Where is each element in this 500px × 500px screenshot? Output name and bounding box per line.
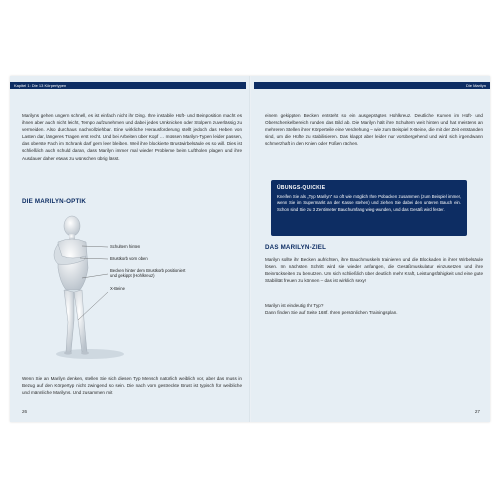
goal-paragraph: Marilyn sollte ihr Becken aufrichten, ihre Bauchmuskeln trainieren und die Blockaden in ihrer Wirbelsäule lösen. Im nächsten Schritt wird sie wieder anfangen, die Gesäßmuskulatur einzusetzen und ihre Beinrückseiten zu benutzen. Um sich schließlich über deutlich mehr Kraft, Leistungsfähigkeit und eine gute Stabilität freuen zu können – das ist wirklich sexy! <box>265 257 483 284</box>
left-page <box>10 76 249 422</box>
running-head-right: Die Marilyn <box>254 82 490 89</box>
tip-box-text: Kneifen Sie als „Typ Marilyn“ so oft wie möglich Ihre Pobacken zusammen (zum Beispiel immer, wenn Sie im Supermarkt an der Kasse stehen) und ziehen Sie dabei den unteren Bauch ein. Schon sind Sie zu 3 Zentimeter Bauchumfang wieg·wunden, und das Gesäß wird fester. <box>277 194 461 212</box>
figure-label-shoulders: Schultern hinten <box>110 244 141 249</box>
exercise-tip-box <box>271 180 467 236</box>
training-plan-reference: Dann finden Sie auf Seite 168f. Ihren persönlichen Trainingsplan. <box>265 310 398 315</box>
type-question: Marilyn ist eindeutig Ihr Typ? <box>265 303 324 308</box>
tip-box-title: ÜBUNGS-QUICKIE <box>277 185 326 191</box>
running-head-left: Kapitel 1: Die 13 Körpertypen <box>10 82 246 89</box>
page-number-right: 27 <box>474 409 480 414</box>
figure-label-pelvis: Becken hinter dem Brustkorb positioniert und gekippt (Hohlkreuz) <box>110 268 186 278</box>
left-section-heading: DIE MARILYN-OPTIK <box>22 198 87 205</box>
left-intro-paragraph: Marilyns gehen ungern schnell, es ist einfach nicht ihr Ding. Ihre instabile Hüft- und Beinposition macht es ihnen aber auch nicht leicht, Tempo aufzunehmen und dabei jedes Umknicken oder Stolpern zuverlässig zu vermeiden. Also durchaus nachvollziehbar. Eine wirkliche Herausforderung stellt jedoch das Heben von Lasten dar, längeres Tragen erst recht. Und bei Arbeiten über Kopf … müssen Marilyn-Typen leider passen, das oberste Fach im Schrank darf gern leer bleiben. Weil ihre blockierte Brustwirbelsäule es so will. Dies ist schließlich auch schuld daran, dass Marilyn immer mal wieder Probleme beim Luftholen plagen und ihre Ausdauer daher etwas zu wünschen übrig lässt. <box>22 113 242 161</box>
figure-label-legs: X-Beine <box>110 286 125 291</box>
figure-label-chest: Brustkorb vorn oben <box>110 256 148 261</box>
book-spread <box>10 76 490 422</box>
body-figure-illustration <box>28 212 148 367</box>
page-number-left: 26 <box>22 409 28 414</box>
right-page <box>251 76 490 422</box>
right-intro-paragraph: einem gekippten Becken entsteht so ein ausgeprägtes Hohlkreuz. Deutliche Kurven im Hüft- und Oberschenkelbereich runden das Bild ab. Die Marilyn hält ihre Schultern weit hinten und hat meistens an mehreren Stellen ihrer Körperteile eine Verdrehung – wie zum Beispiel X-Beine, die mit der Zeit entstanden sind, um die Hüfte zu stabilisieren. Das klappt aber leider nur vorübergehend und wird sich irgendwann schmerzhaft in den Knien oder Füßen rächen. <box>265 113 483 147</box>
left-outro-paragraph: Wenn Sie an Marilyn denken, stellen Sie sich diesen Typ Mensch natürlich weiblich vor, aber das muss in Bezug auf den Körpertyp nicht zwingend so sein. Die nach vorn gestreckte Brust ist typisch für weibliche und männliche Marilyns. Und zusammen mit <box>22 376 242 396</box>
right-section-heading: DAS MARILYN-ZIEL <box>265 244 327 251</box>
